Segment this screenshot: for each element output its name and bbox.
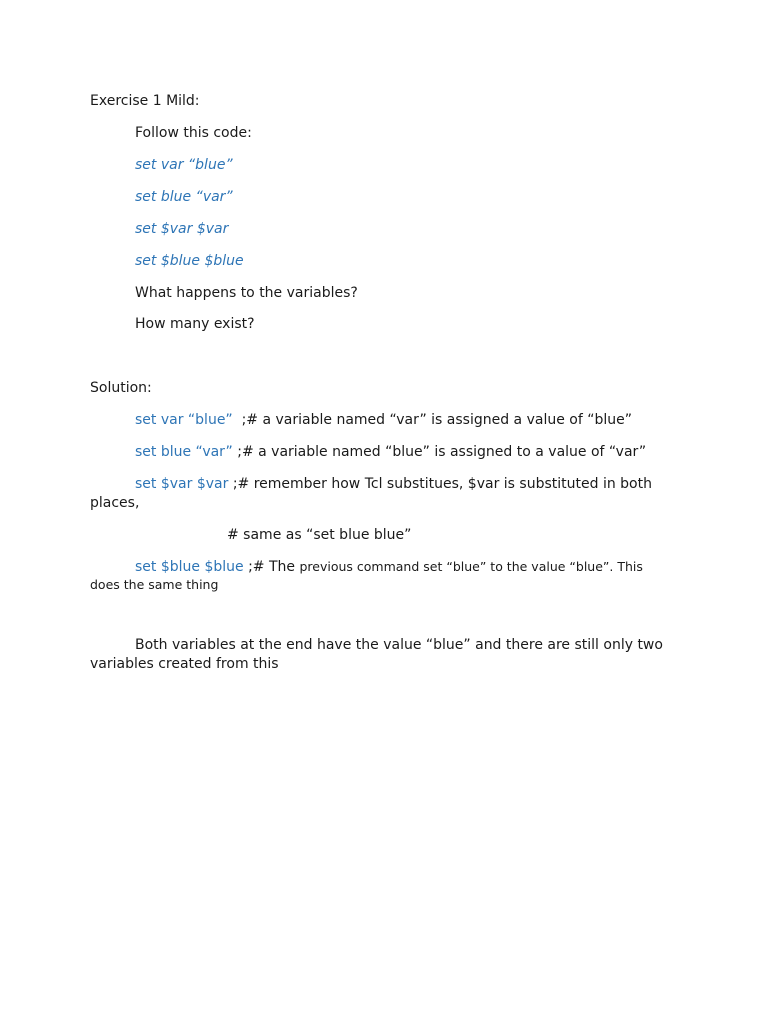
solution-line-4: [135, 558, 643, 576]
code-line: set $blue $blue: [135, 253, 244, 269]
code-line: set var “blue”: [135, 157, 233, 173]
solution-note: # same as “set blue blue”: [227, 527, 412, 543]
solution-line-3: [135, 475, 652, 493]
conclusion-line-2: variables created from this: [90, 656, 279, 672]
code-line: set $var $var: [135, 221, 229, 237]
solution-code: set $var $var: [135, 476, 229, 492]
solution-comment-rest: previous command set “blue” to the value “blue”. This: [299, 559, 643, 574]
solution-line-2: [135, 443, 646, 461]
solution-code: set var “blue”: [135, 412, 233, 428]
solution-comment: ;# a variable named “var” is assigned a value of “blue”: [241, 412, 632, 428]
code-line: set blue “var”: [135, 189, 233, 205]
solution-comment-lead: ;# The: [248, 559, 296, 575]
exercise-title: Exercise 1 Mild:: [90, 93, 200, 109]
solution-comment: ;# remember how Tcl substitues, $var is substituted in both: [232, 476, 652, 492]
question: What happens to the variables?: [135, 285, 358, 301]
solution-line-3-continuation: places,: [90, 495, 140, 511]
question: How many exist?: [135, 316, 255, 332]
solution-code: set blue “var”: [135, 444, 233, 460]
solution-code: set $blue $blue: [135, 559, 244, 575]
solution-line-1: [135, 411, 632, 429]
solution-line-4-continuation: does the same thing: [90, 577, 219, 592]
conclusion-line-1: Both variables at the end have the value “blue” and there are still only two: [135, 637, 663, 653]
solution-comment: ;# a variable named “blue” is assigned to a value of “var”: [237, 444, 647, 460]
solution-heading: Solution:: [90, 380, 152, 396]
exercise-intro: Follow this code:: [135, 125, 252, 141]
